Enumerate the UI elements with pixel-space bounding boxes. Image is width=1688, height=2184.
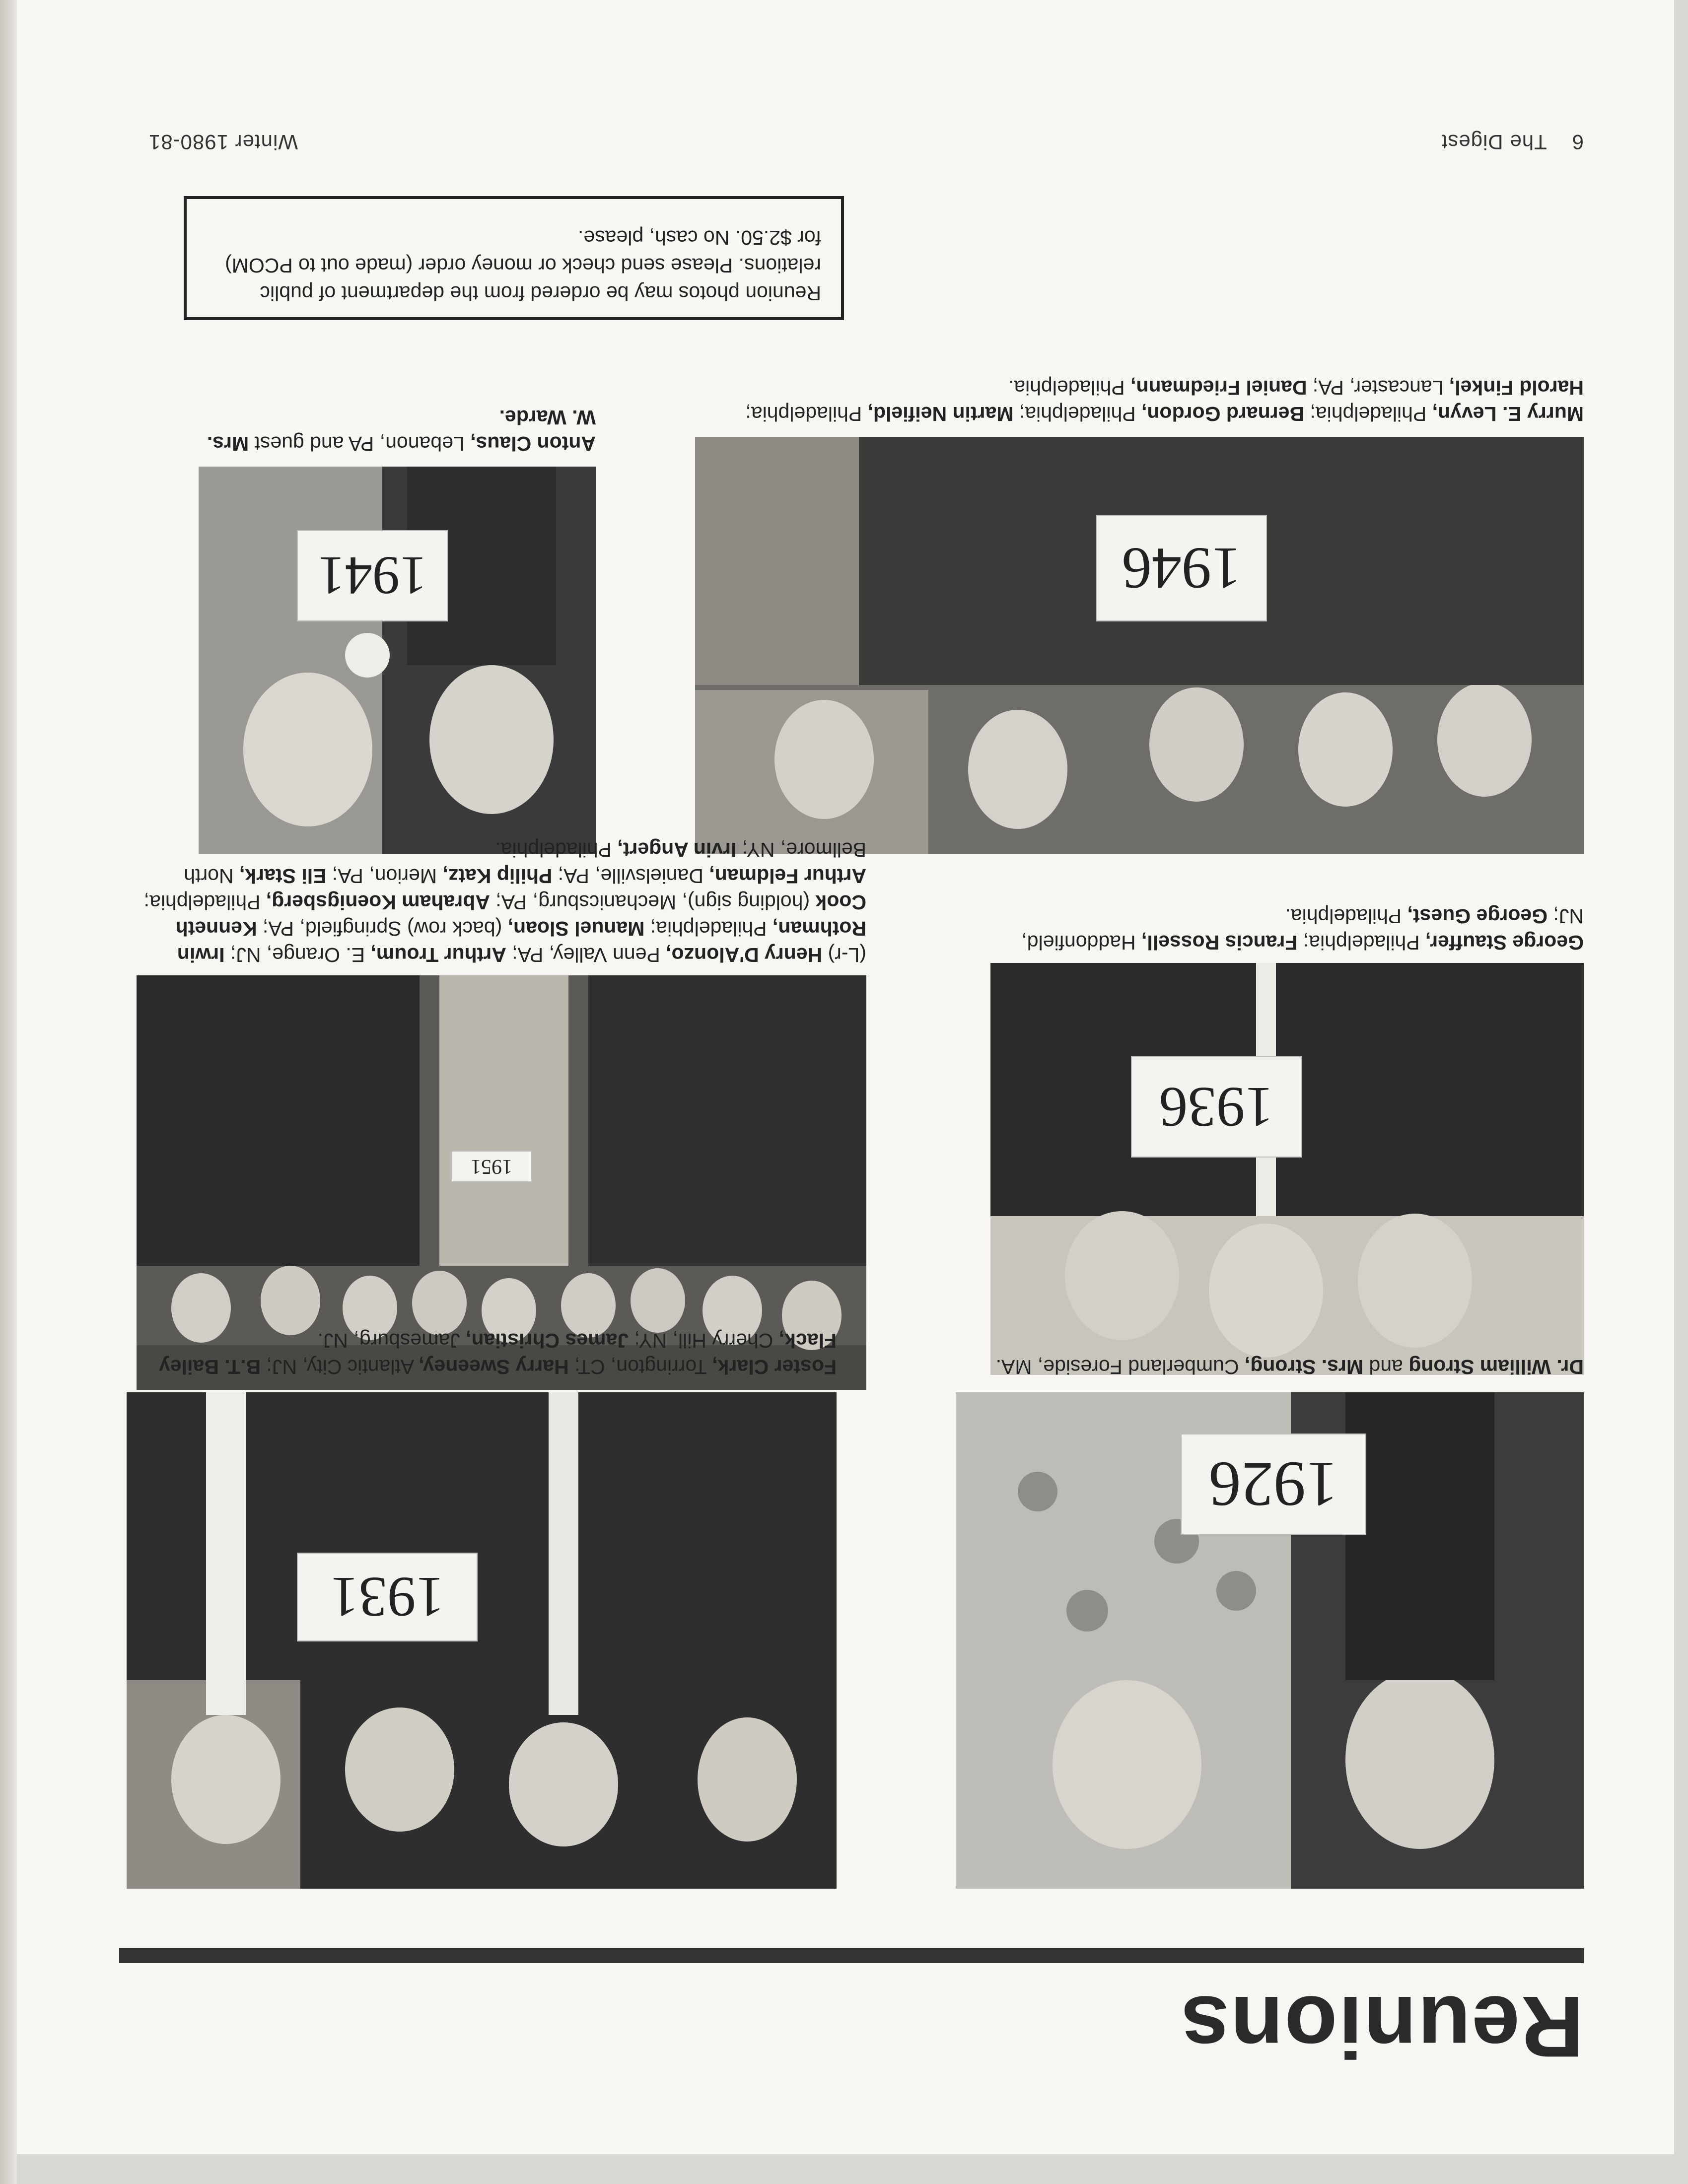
caption-text: North Bellmore, NY; <box>184 838 866 887</box>
caption-text: Philadelphia; <box>1297 931 1426 954</box>
caption-1926 <box>963 1354 1584 1380</box>
person-name: Martin Neifield, <box>867 403 1014 425</box>
person-name: Anton Claus, <box>470 432 596 455</box>
caption-text: Atlantic City, NJ; <box>261 1356 419 1378</box>
person-name: B.T. Bailey Flack, <box>159 1329 837 1378</box>
page-number: 6 <box>1571 131 1584 154</box>
person-name: Philip Katz, <box>442 865 553 887</box>
caption-text: Philadelphia; <box>745 403 868 425</box>
person-name: Foster Clark, <box>712 1356 837 1378</box>
caption-text: Merion, PA; <box>326 865 443 887</box>
caption-text: Philadelphia; <box>1304 403 1432 425</box>
person-name: Henry D'Alonzo, <box>666 944 823 966</box>
person-name: George Guest, <box>1407 905 1548 928</box>
person-name: James Christian, <box>466 1329 629 1352</box>
caption-text: Philadelphia. <box>495 838 618 861</box>
caption-text: Philadelphia; <box>644 917 773 940</box>
year-sign: 1951 <box>452 1152 531 1181</box>
caption-text: Cherry Hill, NY; <box>629 1329 779 1352</box>
person-name: Irwin Rothman, <box>177 917 866 966</box>
year-sign: 1936 <box>1132 1057 1301 1157</box>
publication-name: The Digest <box>1441 131 1547 154</box>
caption-text: E. Orange, NJ; <box>224 944 371 966</box>
person-name: Arthur Troum, <box>370 944 506 966</box>
person-name: George Stauffer, <box>1425 931 1584 954</box>
caption-text: Philadelphia. <box>1285 905 1407 928</box>
photo-1926 <box>956 1392 1584 1889</box>
photo-1936 <box>990 963 1584 1375</box>
person-name: Mrs. W. Warde. <box>207 406 596 455</box>
caption-text: Philadelphia; <box>1013 403 1142 425</box>
person-name: Murry E. Levyn, <box>1432 403 1584 425</box>
person-name: Irvin Angert, <box>617 838 737 861</box>
photo-1931 <box>127 1392 837 1889</box>
year-sign: 1941 <box>298 531 447 620</box>
person-name: Eli Stark, <box>239 865 327 887</box>
caption-1931 <box>127 1327 837 1380</box>
footer-page-info <box>1441 130 1584 154</box>
caption-text: (L-r) <box>822 944 866 966</box>
caption-text: (back row) Springfield, PA; <box>257 917 508 940</box>
caption-1946 <box>690 374 1584 427</box>
person-name: Harold Finkel, <box>1449 376 1584 399</box>
title-rule <box>119 1948 1584 1963</box>
caption-1941 <box>189 404 596 457</box>
person-name: Dr. William Strong <box>1408 1356 1584 1378</box>
photo-1941 <box>199 467 596 854</box>
person-name: Bernard Gordon, <box>1141 403 1305 425</box>
issue-date: Winter 1980-81 <box>148 131 298 154</box>
caption-text: Haddonfield, NJ; <box>1021 905 1584 954</box>
photo-1946 <box>695 437 1584 854</box>
caption-1951 <box>137 836 866 968</box>
caption-text: Penn Valley, PA; <box>506 944 666 966</box>
ordering-notice: Reunion photos may be ordered from the department of public relations. Please send check or money order (made out to PCOM) for $2.50. No cash, please. <box>184 196 844 320</box>
person-name: Kenneth Cook <box>175 891 866 940</box>
person-name: Daniel Friedmann, <box>1130 376 1307 399</box>
page-title: Reunions <box>1180 1978 1584 2075</box>
year-sign: 1926 <box>1182 1434 1365 1534</box>
person-name: Mrs. Strong, <box>1244 1356 1364 1378</box>
caption-text: Lebanon, PA and guest <box>249 432 471 455</box>
binding-edge <box>0 0 17 2184</box>
caption-text: Cumberland Foreside, MA. <box>995 1356 1245 1378</box>
caption-text: Philadelphia. <box>1008 376 1131 399</box>
caption-text: (holding sign), Mechanicsburg, PA; <box>490 891 816 914</box>
person-name: Arthur Feldman, <box>709 865 866 887</box>
caption-text: Danielsville, PA; <box>552 865 709 887</box>
person-name: Abraham Koenigsberg, <box>266 891 490 914</box>
caption-text: Torrington, CT; <box>568 1356 712 1378</box>
year-sign: 1946 <box>1097 516 1266 620</box>
person-name: Francis Rossell, <box>1141 931 1298 954</box>
caption-text: and <box>1363 1356 1409 1378</box>
caption-text: Philadelphia; <box>143 891 266 914</box>
person-name: Harry Sweeney, <box>419 1356 569 1378</box>
caption-text: Jamesburg, NJ. <box>317 1329 466 1352</box>
person-name: Manuel Sloan, <box>507 917 645 940</box>
caption-text: Lancaster, PA; <box>1307 376 1449 399</box>
year-sign: 1931 <box>298 1554 477 1640</box>
caption-1936 <box>990 903 1584 956</box>
